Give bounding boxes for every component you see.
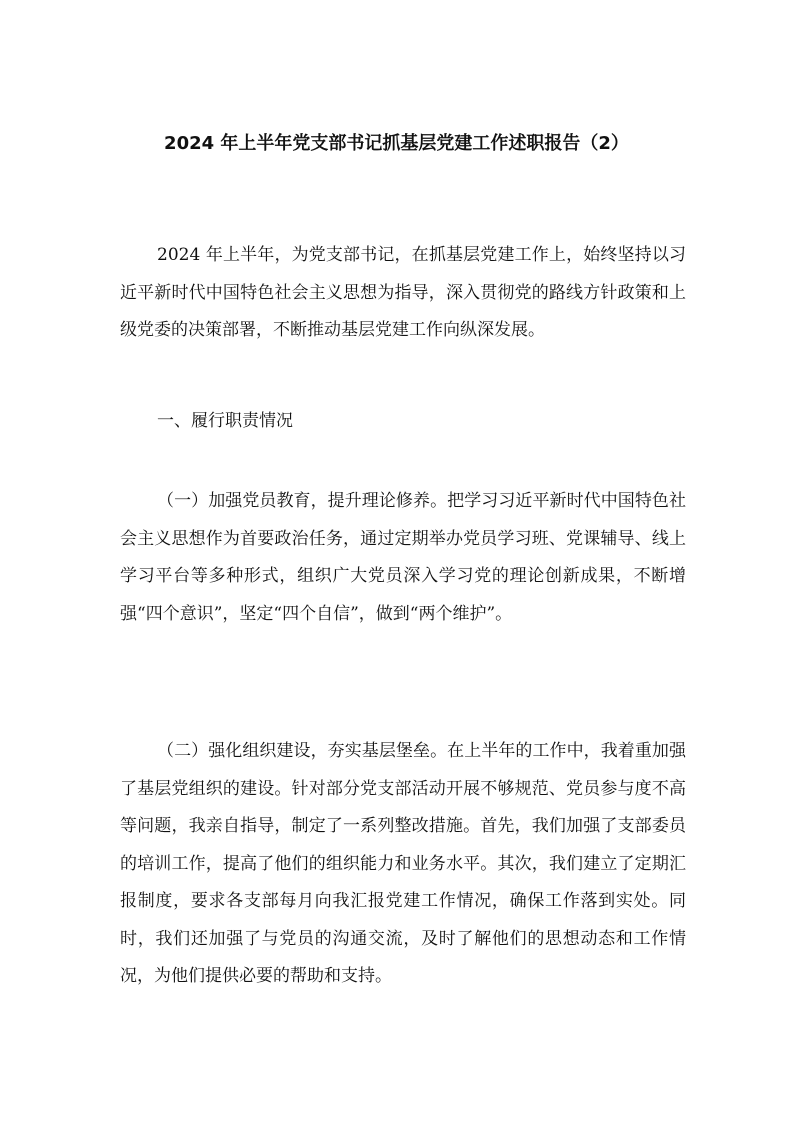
section-paragraph-organization-building: （二）强化组织建设，夯实基层堡垒。在上半年的工作中，我着重加强了基层党组织的建设。针对部分党支部活动开展不够规范、党员参与度不高等问题，我亲自指导，制定了一系列整改措施。首先，我们加强了支部委员的培训工作，提高了他们的组织能力和业务水平。其次，我们建立了定期汇报制度，要求各支部每月向我汇报党建工作情况，确保工作落到实处。同时，我们还加强了与党员的沟通交流，及时了解他们的思想动态和工作情况，为他们提供必要的帮助和支持。: [120, 741, 686, 986]
section-heading-duties: 一、履行职责情况: [157, 411, 293, 431]
section-paragraph-party-education: （一）加强党员教育，提升理论修养。把学习习近平新时代中国特色社会主义思想作为首要政治任务，通过定期举办党员学习班、党课辅导、线上学习平台等多种形式，组织广大党员深入学习党的理论创新成果，不断增强“四个意识”，坚定“四个自信”，做到“两个维护”。: [120, 491, 686, 624]
document-title: 2024 年上半年党支部书记抓基层党建工作述职报告（2）: [164, 133, 629, 154]
intro-paragraph: 2024 年上半年，为党支部书记，在抓基层党建工作上，始终坚持以习近平新时代中国特色社会主义思想为指导，深入贯彻党的路线方针政策和上级党委的决策部署，不断推动基层党建工作向纵深发展。: [120, 245, 686, 340]
